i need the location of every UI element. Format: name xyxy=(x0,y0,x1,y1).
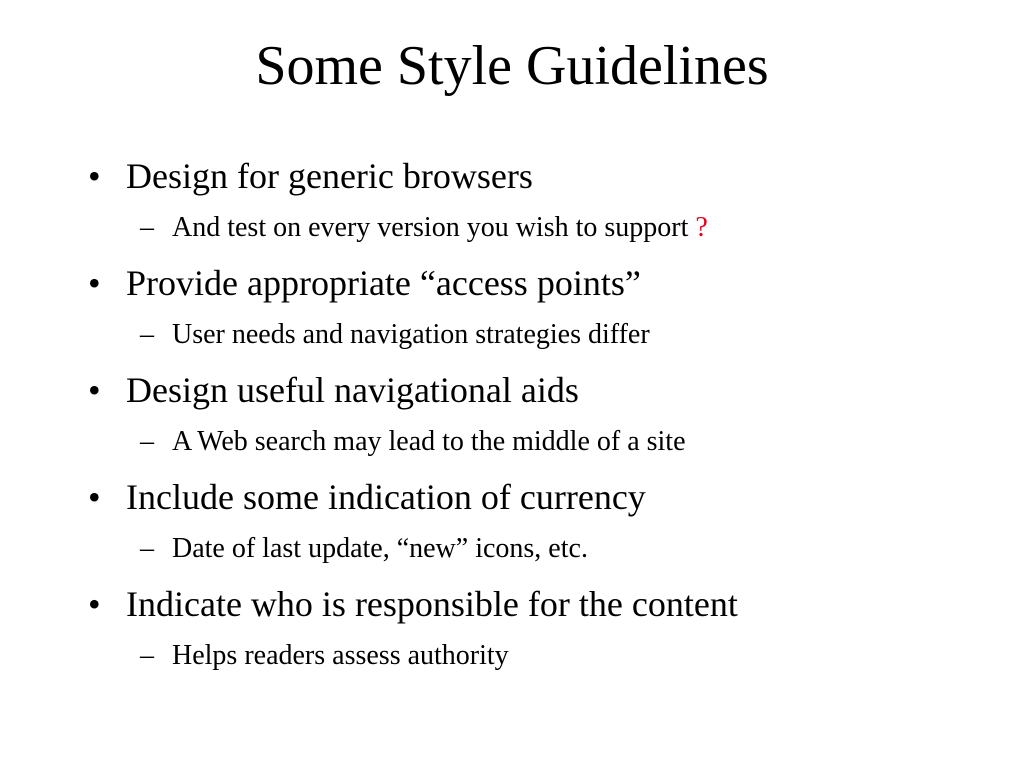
bullet-text: Include some indication of currency xyxy=(126,477,646,517)
sub-bullet-marker: – xyxy=(140,212,154,243)
bullet-item xyxy=(88,584,738,624)
sub-bullet-text: Date of last update, “new” icons, etc. xyxy=(172,533,588,564)
sub-bullet-text: A Web search may lead to the middle of a site xyxy=(172,426,686,457)
bullet-text: Provide appropriate “access points” xyxy=(126,263,641,303)
sub-bullet-item xyxy=(140,212,708,244)
bullet-text: Design for generic browsers xyxy=(126,156,533,196)
sub-bullet-text: And test on every version you wish to support xyxy=(172,212,689,243)
slide-title: Some Style Guidelines xyxy=(255,35,769,97)
bullet-marker: • xyxy=(88,477,101,517)
sub-bullet-marker: – xyxy=(140,640,154,671)
bullet-marker: • xyxy=(88,584,101,624)
sub-bullet-text: Helps readers assess authority xyxy=(172,640,509,671)
sub-bullet-item xyxy=(140,319,650,351)
question-mark: ? xyxy=(695,212,708,243)
bullet-text: Indicate who is responsible for the content xyxy=(126,584,738,624)
bullet-item xyxy=(88,263,641,303)
sub-bullet-marker: – xyxy=(140,426,154,457)
bullet-item xyxy=(88,156,533,196)
sub-bullet-marker: – xyxy=(140,319,154,350)
sub-bullet-item xyxy=(140,640,509,672)
bullet-item xyxy=(88,477,646,517)
bullet-marker: • xyxy=(88,263,101,303)
bullet-text: Design useful navigational aids xyxy=(126,370,579,410)
bullet-marker: • xyxy=(88,370,101,410)
sub-bullet-item xyxy=(140,426,686,458)
bullet-item xyxy=(88,370,579,410)
sub-bullet-marker: – xyxy=(140,533,154,564)
bullet-marker: • xyxy=(88,156,101,196)
sub-bullet-text: User needs and navigation strategies differ xyxy=(172,319,650,350)
sub-bullet-item xyxy=(140,533,588,565)
